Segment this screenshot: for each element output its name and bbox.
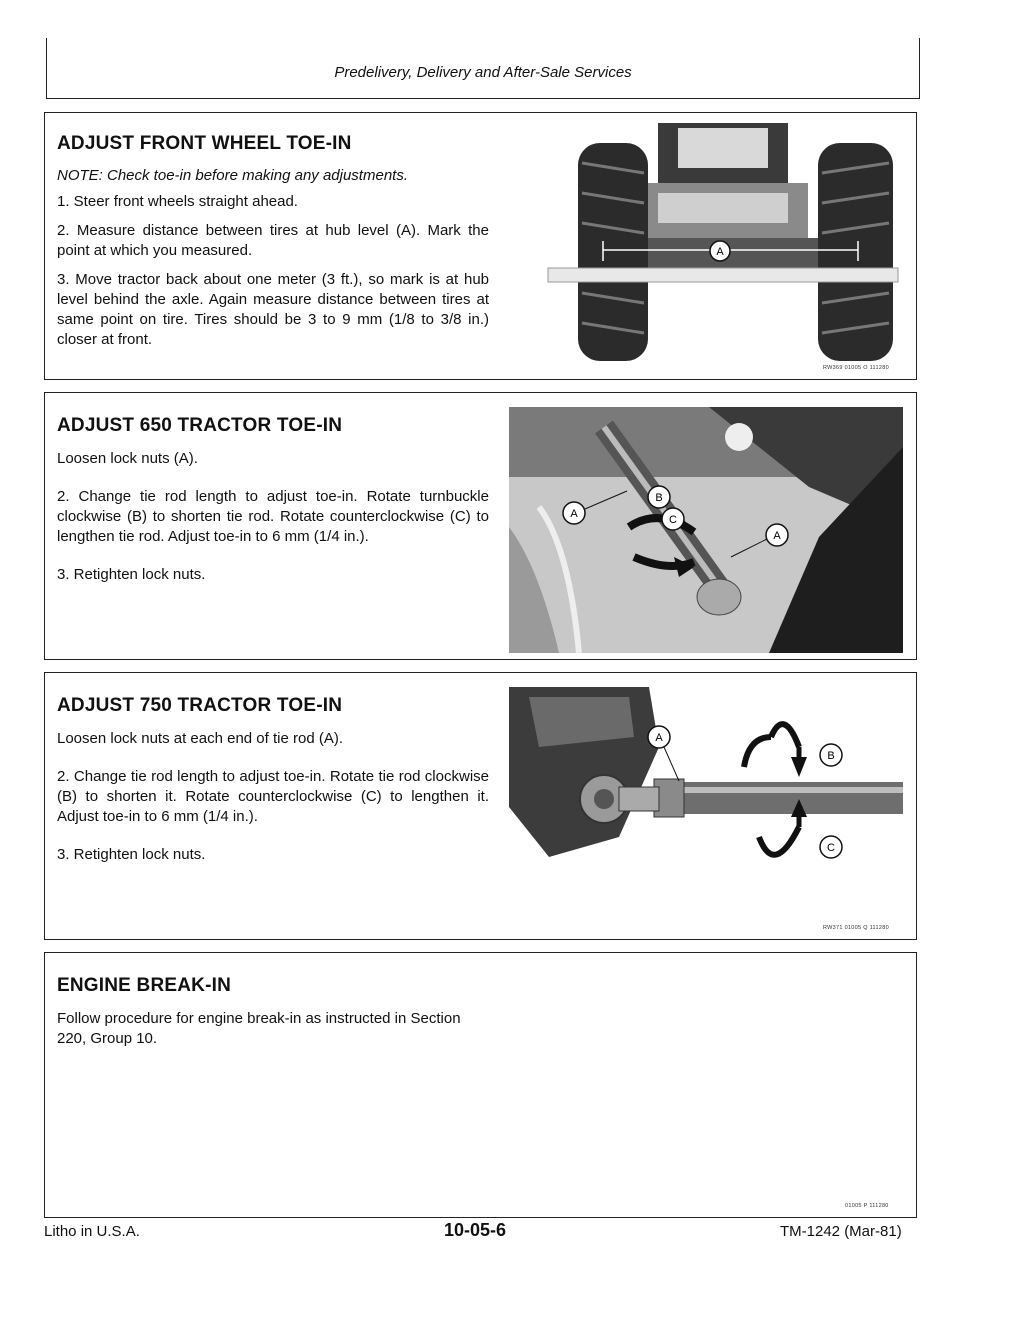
callout-label: B xyxy=(827,750,835,762)
step-2: 2. Change tie rod length to adjust toe-in. Rotate tie rod clockwise (B) to shorten it. Rotate counterclockwise (C) to lengthen it. Adjust toe-in to 6 mm (1/4 in.). xyxy=(57,768,489,825)
tie-rod-650-photo xyxy=(509,407,903,653)
tie-rod-750-photo xyxy=(509,687,903,899)
section-title: ADJUST FRONT WHEEL TOE-IN xyxy=(57,133,352,154)
section-750-toe-in xyxy=(44,672,917,940)
section-title: ADJUST 650 TRACTOR TOE-IN xyxy=(57,415,343,436)
section-text xyxy=(57,967,489,1058)
figure-code: RW369 01005 O 111280 xyxy=(823,365,889,371)
step-1: 1. Steer front wheels straight ahead. xyxy=(57,193,298,210)
step-2: 2. Measure distance between tires at hub level (A). Mark the point at which you measured. xyxy=(57,222,489,259)
callout-label: A xyxy=(570,508,578,520)
footer-manual-id: TM-1242 (Mar-81) xyxy=(780,1223,902,1240)
step-1: Follow procedure for engine break-in as instructed in Section 220, Group 10. xyxy=(57,1010,461,1047)
ball-joint xyxy=(697,579,741,615)
section-text xyxy=(57,687,489,874)
measuring-bar xyxy=(548,268,898,282)
step-1: Loosen lock nuts (A). xyxy=(57,450,198,467)
step-1: Loosen lock nuts at each end of tie rod (A). xyxy=(57,730,344,747)
section-title: ENGINE BREAK-IN xyxy=(57,975,232,996)
callout-label: C xyxy=(669,514,677,526)
figure-code: 01005 P 111280 xyxy=(845,1203,889,1209)
callout-label: B xyxy=(655,492,663,504)
section-engine-break-in xyxy=(44,952,917,1218)
front-wheels-photo xyxy=(508,123,910,371)
tie-rod xyxy=(669,782,903,814)
section-note: NOTE: Check toe-in before making any adjustments. xyxy=(57,167,408,184)
section-front-wheel-toe-in xyxy=(44,112,917,380)
callout-label: C xyxy=(827,842,835,854)
step-3: 3. Move tractor back about one meter (3 ft.), so mark is at hub level behind the axle. Again measure distance between tires at same point on tire. Tires should be 3 to 9 mm (1/8 to 3/8 in.) closer at front. xyxy=(57,271,489,348)
step-3: 3. Retighten lock nuts. xyxy=(57,566,206,583)
callout-label: A xyxy=(655,732,663,744)
callout-a-label: A xyxy=(716,246,724,258)
page-header xyxy=(46,38,920,99)
section-650-toe-in xyxy=(44,392,917,660)
header-title: Predelivery, Delivery and After-Sale Services xyxy=(334,64,632,81)
footer-litho: Litho in U.S.A. xyxy=(44,1223,140,1240)
page-number: 10-05-6 xyxy=(444,1220,507,1240)
section-text xyxy=(57,125,489,359)
callout-label: A xyxy=(773,530,781,542)
section-text xyxy=(57,407,489,594)
step-2: 2. Change tie rod length to adjust toe-in. Rotate turnbuckle clockwise (B) to shorten tie rod. Rotate counterclockwise (C) to lengthen tie rod. Adjust toe-in to 6 mm (1/4 in.). xyxy=(57,488,489,545)
step-3: 3. Retighten lock nuts. xyxy=(57,846,206,863)
figure-code: RW371 01005 Q 111280 xyxy=(823,925,889,931)
section-title: ADJUST 750 TRACTOR TOE-IN xyxy=(57,695,343,716)
